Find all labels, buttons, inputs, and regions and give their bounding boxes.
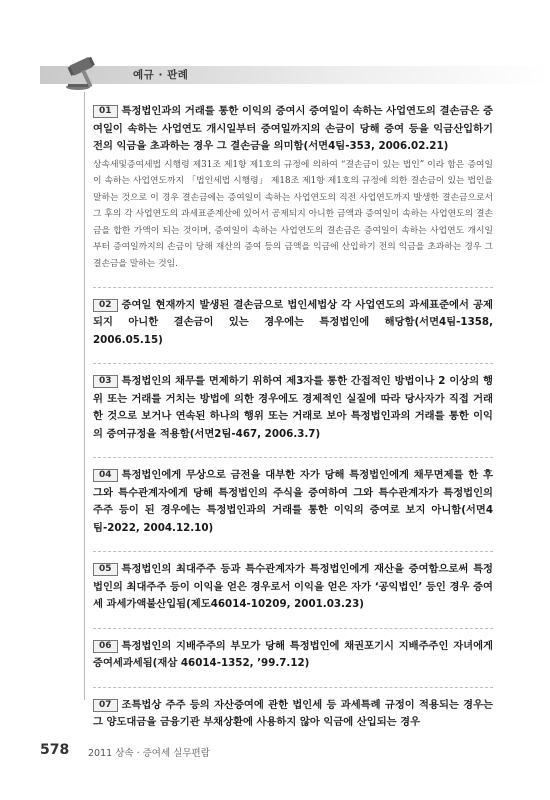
- ruling-number: 05: [93, 563, 118, 576]
- ruling-heading-text: 조특법상 주주 등의 자산증여에 관한 법인세 등 과세특례 규정이 적용되는 경우는 그 양도대금을 금융기관 부채상환에 사용하지 않아 익금에 산입되는 경우: [93, 698, 493, 729]
- divider: [93, 551, 493, 552]
- ruling-item: [93, 103, 493, 273]
- divider: [93, 628, 493, 629]
- ruling-heading-text: 증여일 현재까지 발생된 결손금으로 법인세법상 각 사업연도의 과세표준에서 공제되지 아니한 결손금이 있는 경우에는 특정법인에 해당함(서면4팀-1358, 2006.05.15): [93, 298, 493, 346]
- page-number: 578: [40, 742, 70, 758]
- ruling-heading: [93, 103, 493, 156]
- ruling-heading: [93, 373, 493, 443]
- ruling-heading: [93, 297, 493, 350]
- ruling-heading-text: 특정법인의 최대주주 등과 특수관계자가 특정법인에게 재산을 증여함으로써 특정법인의 최대주주 등이 이익을 얻은 경우로서 이익을 얻은 자가 ‘공익법인’ 등인 경우 증여세 과세가액불산입됨(제도46014-10209, 2001.03.23): [93, 563, 493, 611]
- ruling-heading: [93, 467, 493, 537]
- ruling-number: 01: [93, 105, 118, 118]
- divider: [93, 457, 493, 458]
- ruling-item: [93, 561, 493, 614]
- header-band: [40, 66, 550, 84]
- ruling-item: [93, 297, 493, 350]
- ruling-item: [93, 697, 493, 732]
- ruling-item: [93, 373, 493, 443]
- ruling-number: 04: [93, 469, 118, 482]
- ruling-number: 03: [93, 375, 118, 388]
- ruling-number: 02: [93, 299, 118, 312]
- ruling-heading: [93, 638, 493, 673]
- ruling-number: 06: [93, 640, 118, 653]
- section-title: 예규 · 판례: [133, 69, 189, 81]
- ruling-list: [93, 103, 493, 746]
- divider: [93, 687, 493, 688]
- ruling-body: 상속세및증여세법 시행령 제31조 제1항 제1호의 규정에 의하여 “결손금이 있는 법인” 이라 함은 증여일이 속하는 사업연도까지 「법인세법 시행령」 제18조 제1항 제1호의 규정에 의한 결손금이 있는 법인을 말하는 것으로 이 경우 결손금에는 증여일이 속하는 사업연도의 직전 사업연도까지 발생한 결손금으로서 그 후의 각 사업연도의 과세표준계산에 있어서 공제되지 아니한 금액과 증여일이 속하는 사업연도의 결손금을 합한 가액이 되는 것이며, 증여일이 속하는 사업연도의 결손금은 증여일이 속하는 사업연도 개시일부터 증여일까지의 손금이 당해 재산의 증여 등의 금액을 익금에 산입하기 전의 익금을 초과하는 경우 그 결손금을 말하는 것임.: [93, 159, 493, 270]
- divider: [93, 363, 493, 364]
- divider: [93, 287, 493, 288]
- gavel-icon: [58, 52, 110, 92]
- page-header: [0, 52, 550, 90]
- ruling-heading: [93, 561, 493, 614]
- ruling-heading-text: 특정법인에게 무상으로 금전을 대부한 자가 당해 특정법인에게 채무면제를 한 후 그와 특수관계자에게 당해 특정법인의 주식을 증여하여 그와 특수관계자가 특정법인의 주주 등이 된 경우에는 특정법인과의 거래를 통한 이익의 증여로 보지 아니함(서면4팀-2022, 2004.12.10): [93, 469, 493, 534]
- ruling-number: 07: [93, 699, 118, 712]
- ruling-heading-text: 특정법인의 지배주주의 부모가 당해 특정법인에 채권포기시 지배주주인 자녀에게 증여세과세됨(재삼 46014-1352, ’99.7.12): [93, 639, 493, 670]
- ruling-item: [93, 467, 493, 537]
- left-rule-line: [84, 92, 85, 700]
- ruling-item: [93, 638, 493, 673]
- book-title: 2011 상속 · 증여세 실무편람: [88, 748, 210, 759]
- ruling-heading-text: 특정법인과의 거래를 통한 이익의 증여시 증여일이 속하는 사업연도의 결손금은 증여일이 속하는 사업연도 개시일부터 증여일까지의 손금이 당해 증여 등을 익금산입하기 전의 익금을 초과하는 경우 그 결손금을 의미함(서면4팀-353, 2006.02.21): [93, 105, 493, 152]
- ruling-heading: [93, 697, 493, 732]
- ruling-heading-text: 특정법인의 채무를 면제하기 위하여 제3자를 통한 간접적인 방법이나 2 이상의 행위 또는 거래를 거치는 방법에 의한 경우에도 경제적인 실질에 따라 당사자가 직접 거래한 것으로 보거나 연속된 하나의 행위 또는 거래로 보아 특정법인과의 거래를 통한 이익의 증여규정을 적용함(서면2팀-467, 2006.3.7): [93, 375, 493, 440]
- page-footer: [40, 742, 500, 758]
